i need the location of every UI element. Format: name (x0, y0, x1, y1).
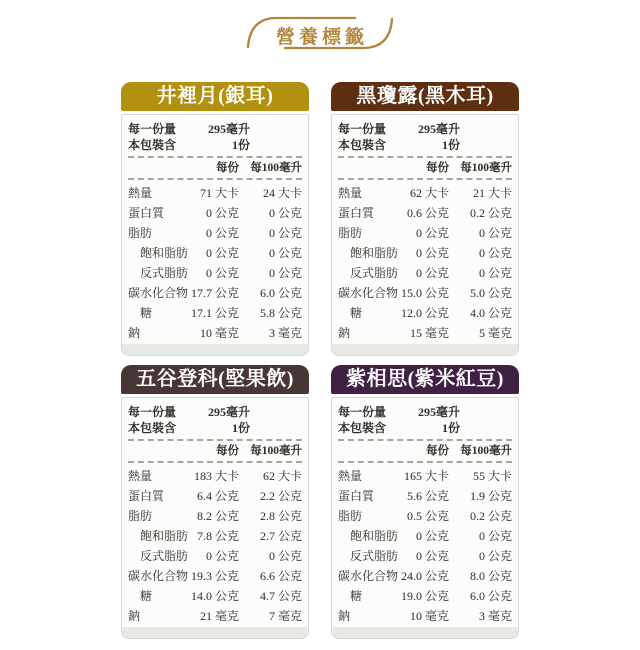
table-row-sodium (128, 606, 302, 626)
table-row-trans-fat (338, 263, 512, 283)
table-row-saturated-fat (128, 243, 302, 263)
nutrient-label: 飽和脂肪 (350, 246, 399, 260)
nutrient-label: 鈉 (128, 326, 141, 340)
page-title-box (245, 10, 395, 56)
nutrient-label: 反式脂肪 (140, 266, 189, 280)
serving-size-row (338, 121, 512, 137)
nutrient-label: 碳水化合物 (338, 569, 399, 583)
per-100ml-value: 1.9 公克 (469, 489, 512, 503)
nutrient-label: 脂肪 (128, 226, 153, 240)
table-row-protein (128, 486, 302, 506)
nutrient-label: 熱量 (128, 186, 153, 200)
table-row-trans-fat (128, 263, 302, 283)
nutrient-label: 碳水化合物 (128, 286, 189, 300)
per-serving-value: 0 公克 (415, 226, 449, 240)
table-row-saturated-fat (338, 526, 512, 546)
dashed-divider (128, 178, 302, 180)
nutrient-label: 蛋白質 (128, 206, 165, 220)
nutrition-table (331, 114, 519, 356)
servings-per-pack-row (338, 420, 512, 436)
per-serving-value: 21 毫克 (199, 609, 239, 623)
per-100ml-value: 0 公克 (268, 246, 302, 260)
serving-size-row (128, 121, 302, 137)
per-100ml-value: 6.6 公克 (259, 569, 302, 583)
per-serving-column-header: 每份 (426, 162, 449, 174)
per-100ml-value: 7 毫克 (268, 609, 302, 623)
per-serving-value: 19.0 公克 (400, 589, 449, 603)
dashed-divider (128, 461, 302, 463)
per-serving-value: 17.7 公克 (190, 286, 239, 300)
per-serving-value: 24.0 公克 (400, 569, 449, 583)
per-serving-column-header: 每份 (216, 445, 239, 457)
servings-per-pack-value: 1份 (441, 138, 460, 152)
nutrition-table (121, 397, 309, 639)
per-100ml-column-header: 每100毫升 (250, 445, 302, 457)
nutrition-table (121, 114, 309, 356)
table-row-calories (128, 183, 302, 203)
table-row-calories (128, 466, 302, 486)
nutrient-label: 反式脂肪 (350, 266, 399, 280)
per-serving-value: 6.4 公克 (196, 489, 239, 503)
per-serving-value: 0.6 公克 (406, 206, 449, 220)
nutrient-label: 糖 (140, 306, 153, 320)
per-100ml-value: 5.8 公克 (259, 306, 302, 320)
nutrient-label: 反式脂肪 (140, 549, 189, 563)
column-headers (128, 161, 302, 175)
per-100ml-value: 4.7 公克 (259, 589, 302, 603)
per-100ml-value: 62 大卡 (262, 469, 302, 483)
table-row-protein (338, 203, 512, 223)
column-headers (338, 444, 512, 458)
per-serving-value: 19.3 公克 (190, 569, 239, 583)
serving-size-value: 295毫升 (207, 122, 250, 136)
per-100ml-value: 4.0 公克 (469, 306, 512, 320)
per-100ml-value: 0 公克 (268, 226, 302, 240)
column-headers (128, 444, 302, 458)
serving-size-value: 295毫升 (417, 405, 460, 419)
per-100ml-value: 0 公克 (268, 206, 302, 220)
per-serving-value: 0 公克 (415, 246, 449, 260)
per-serving-value: 15 毫克 (409, 326, 449, 340)
table-row-sodium (338, 323, 512, 343)
table-row-protein (338, 486, 512, 506)
servings-per-pack-label: 本包裝含 (338, 421, 387, 435)
servings-per-pack-row (338, 137, 512, 153)
nutrition-card-nut-drink (121, 365, 309, 639)
per-serving-value: 17.1 公克 (190, 306, 239, 320)
per-100ml-value: 8.0 公克 (469, 569, 512, 583)
serving-size-label: 每一份量 (128, 405, 177, 419)
serving-size-row (128, 404, 302, 420)
column-headers (338, 161, 512, 175)
nutrition-card-black-fungus (331, 82, 519, 356)
product-title: 紫相思(紫米紅豆) (331, 365, 519, 394)
servings-per-pack-label: 本包裝含 (128, 421, 177, 435)
per-serving-column-header: 每份 (216, 162, 239, 174)
per-serving-column-header: 每份 (426, 445, 449, 457)
nutrient-label: 糖 (350, 306, 363, 320)
serving-size-label: 每一份量 (128, 122, 177, 136)
nutrition-cards-grid (121, 82, 519, 639)
page-title: 營養標籤 (275, 27, 368, 48)
servings-per-pack-row (128, 420, 302, 436)
per-100ml-column-header: 每100毫升 (250, 162, 302, 174)
servings-per-pack-label: 本包裝含 (338, 138, 387, 152)
nutrient-label: 熱量 (338, 186, 363, 200)
per-serving-value: 5.6 公克 (406, 489, 449, 503)
table-row-carbohydrate (128, 566, 302, 586)
nutrition-table (331, 397, 519, 639)
per-100ml-value: 3 毫克 (478, 609, 512, 623)
per-100ml-value: 0 公克 (478, 266, 512, 280)
per-serving-value: 0 公克 (205, 226, 239, 240)
per-serving-value: 71 大卡 (199, 186, 239, 200)
nutrient-label: 蛋白質 (338, 206, 375, 220)
table-row-carbohydrate (338, 566, 512, 586)
serving-size-row (338, 404, 512, 420)
per-serving-value: 8.2 公克 (196, 509, 239, 523)
per-100ml-value: 6.0 公克 (259, 286, 302, 300)
servings-per-pack-value: 1份 (231, 421, 250, 435)
nutrient-label: 蛋白質 (338, 489, 375, 503)
per-serving-value: 62 大卡 (409, 186, 449, 200)
per-100ml-value: 0 公克 (478, 529, 512, 543)
nutrient-label: 糖 (350, 589, 363, 603)
serving-size-value: 295毫升 (417, 122, 460, 136)
nutrient-label: 熱量 (338, 469, 363, 483)
per-serving-value: 165 大卡 (403, 469, 449, 483)
per-serving-value: 10 毫克 (409, 609, 449, 623)
table-row-trans-fat (338, 546, 512, 566)
nutrient-label: 飽和脂肪 (140, 246, 189, 260)
nutrient-label: 飽和脂肪 (140, 529, 189, 543)
table-row-fat (338, 506, 512, 526)
table-row-sugar (338, 586, 512, 606)
table-row-sodium (338, 606, 512, 626)
per-serving-value: 15.0 公克 (400, 286, 449, 300)
per-serving-value: 12.0 公克 (400, 306, 449, 320)
per-100ml-value: 0.2 公克 (469, 206, 512, 220)
table-row-fat (338, 223, 512, 243)
table-row-fat (128, 223, 302, 243)
per-100ml-value: 0.2 公克 (469, 509, 512, 523)
table-row-fat (128, 506, 302, 526)
nutrient-label: 碳水化合物 (128, 569, 189, 583)
per-serving-value: 10 毫克 (199, 326, 239, 340)
nutrient-label: 脂肪 (128, 509, 153, 523)
table-row-calories (338, 183, 512, 203)
product-title: 井裡月(銀耳) (121, 82, 309, 111)
per-serving-value: 0.5 公克 (406, 509, 449, 523)
per-100ml-value: 2.2 公克 (259, 489, 302, 503)
dashed-divider (128, 439, 302, 441)
per-serving-value: 0 公克 (205, 266, 239, 280)
table-row-sugar (128, 586, 302, 606)
table-row-saturated-fat (128, 526, 302, 546)
nutrient-label: 碳水化合物 (338, 286, 399, 300)
table-row-sodium (128, 323, 302, 343)
nutrition-card-silver-ear (121, 82, 309, 356)
dashed-divider (338, 178, 512, 180)
per-100ml-value: 3 毫克 (268, 326, 302, 340)
table-row-sugar (338, 303, 512, 323)
per-100ml-value: 5.0 公克 (469, 286, 512, 300)
servings-per-pack-label: 本包裝含 (128, 138, 177, 152)
per-100ml-value: 2.7 公克 (259, 529, 302, 543)
per-100ml-value: 0 公克 (268, 549, 302, 563)
per-100ml-value: 6.0 公克 (469, 589, 512, 603)
table-row-protein (128, 203, 302, 223)
nutrient-label: 脂肪 (338, 509, 363, 523)
per-100ml-value: 5 毫克 (478, 326, 512, 340)
nutrient-label: 飽和脂肪 (350, 529, 399, 543)
dashed-divider (338, 439, 512, 441)
table-row-trans-fat (128, 546, 302, 566)
per-100ml-value: 2.8 公克 (259, 509, 302, 523)
per-serving-value: 0 公克 (205, 549, 239, 563)
per-100ml-value: 0 公克 (478, 549, 512, 563)
product-title: 黑瓊露(黑木耳) (331, 82, 519, 111)
dashed-divider (338, 461, 512, 463)
table-row-calories (338, 466, 512, 486)
per-100ml-value: 0 公克 (478, 226, 512, 240)
per-100ml-value: 55 大卡 (472, 469, 512, 483)
serving-size-label: 每一份量 (338, 122, 387, 136)
per-serving-value: 14.0 公克 (190, 589, 239, 603)
dashed-divider (128, 156, 302, 158)
nutrient-label: 糖 (140, 589, 153, 603)
dashed-divider (338, 156, 512, 158)
nutrient-label: 鈉 (128, 609, 141, 623)
per-100ml-value: 21 大卡 (472, 186, 512, 200)
nutrient-label: 鈉 (338, 609, 351, 623)
per-serving-value: 0 公克 (415, 549, 449, 563)
per-serving-value: 0 公克 (415, 529, 449, 543)
serving-size-value: 295毫升 (207, 405, 250, 419)
servings-per-pack-row (128, 137, 302, 153)
table-row-saturated-fat (338, 243, 512, 263)
product-title: 五谷登科(堅果飲) (121, 365, 309, 394)
per-100ml-value: 0 公克 (268, 266, 302, 280)
per-100ml-value: 0 公克 (478, 246, 512, 260)
serving-size-label: 每一份量 (338, 405, 387, 419)
nutrition-card-purple-rice-red-bean (331, 365, 519, 639)
nutrient-label: 熱量 (128, 469, 153, 483)
per-serving-value: 7.8 公克 (196, 529, 239, 543)
per-100ml-value: 24 大卡 (262, 186, 302, 200)
table-row-sugar (128, 303, 302, 323)
per-serving-value: 0 公克 (415, 266, 449, 280)
nutrient-label: 反式脂肪 (350, 549, 399, 563)
nutrient-label: 脂肪 (338, 226, 363, 240)
servings-per-pack-value: 1份 (441, 421, 460, 435)
per-100ml-column-header: 每100毫升 (460, 445, 512, 457)
per-serving-value: 0 公克 (205, 246, 239, 260)
per-serving-value: 0 公克 (205, 206, 239, 220)
table-row-carbohydrate (338, 283, 512, 303)
per-serving-value: 183 大卡 (193, 469, 239, 483)
nutrient-label: 鈉 (338, 326, 351, 340)
per-100ml-column-header: 每100毫升 (460, 162, 512, 174)
nutrient-label: 蛋白質 (128, 489, 165, 503)
servings-per-pack-value: 1份 (231, 138, 250, 152)
table-row-carbohydrate (128, 283, 302, 303)
